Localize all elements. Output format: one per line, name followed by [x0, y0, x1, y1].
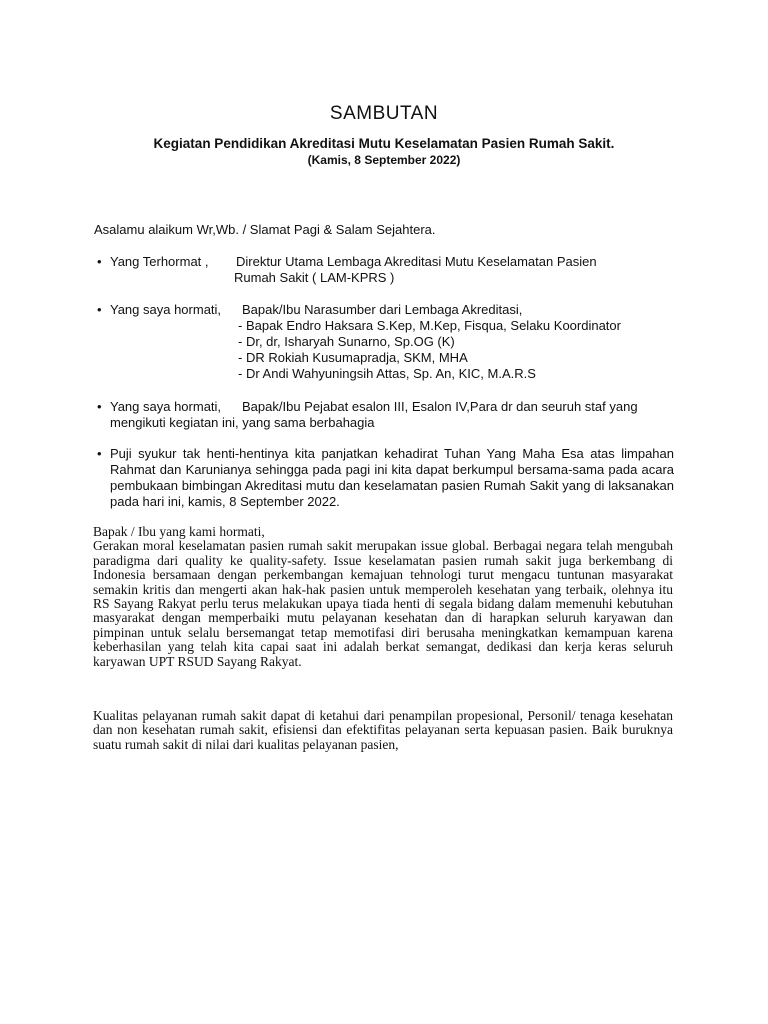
document-subtitle: Kegiatan Pendidikan Akreditasi Mutu Keselamatan Pasien Rumah Sakit. [153, 136, 615, 151]
bullet-paragraph: Puji syukur tak henti-hentinya kita panjatkan kehadirat Tuhan Yang Maha Esa atas limpahan Rahmat dan Karunianya sehingga pada pagi ini kita dapat berkumpul bersama-sama pada acara pembukaan bimbingan Akreditasi mutu dan keselamatan pasien Rumah Sakit yang di laksanakan pada hari ini, kamis, 8 September 2022. [110, 446, 674, 509]
bullet-text-line: Rumah Sakit ( LAM-KPRS ) [234, 270, 395, 285]
bullet-label: Yang Terhormat , [110, 254, 209, 269]
bullet-item-terhormat [0, 254, 768, 286]
bullet-text-line: Bapak/Ibu Pejabat esalon III, Esalon IV,Para dr dan seuruh staf yang [242, 399, 638, 414]
bullet-icon: • [97, 254, 102, 269]
bullet-label: Yang saya hormati, [110, 302, 222, 317]
bullet-icon: • [97, 302, 102, 317]
bullet-icon: • [97, 446, 102, 461]
body-paragraph: Gerakan moral keselamatan pasien rumah sakit merupakan issue global. Berbagai negara telah mengubah paradigma dari quality ke quality-safety. Issue keselamatan pasien rumah sakit juga berkembang di Indonesia bersamaan dengan perkembangan kemajuan tehnologi turut mengacu tuntunan masyarakat semakin kritis dan mengerti akan hak-hak pasien untuk memperoleh kesehatan yang terbaik, olehnya itu RS Sayang Rakyat perlu terus melakukan upaya tiada henti di segala bidang dalam memenuhi kebutuhan masyarakat dengan memperbaiki mutu pelayanan kesehatan dan di harapkan seluruh karyawan dan pimpinan untuk selalu bersemangat tetap memotifasi diri berusaha meningkatkan kemampuan karena keberhasilan yang telah kita capai saat ini adalah berkat semangat, dedikasi dan kerja keras seluruh karyawan UPT RSUD Sayang Rakyat. [93, 538, 673, 669]
body-paragraph: Kualitas pelayanan rumah sakit dapat di ketahui dari penampilan propesional, Personil/ tenaga kesehatan dan non kesehatan rumah sakit, efisiensi dan efektifitas pelayanan serta kepuasan pasien. Baik buruknya suatu rumah sakit di nilai dari kualitas pelayanan pasien, [93, 708, 673, 752]
bullet-text-line: mengikuti kegiatan ini, yang sama berbahagia [110, 415, 375, 430]
bullet-text-line: - DR Rokiah Kusumapradja, SKM, MHA [238, 350, 468, 365]
bullet-text-line: - Dr, dr, Isharyah Sunarno, Sp.OG (K) [238, 334, 455, 349]
bullet-icon: • [97, 399, 102, 414]
body-section-2 [93, 709, 673, 752]
bullet-label: Yang saya hormati, [110, 399, 222, 414]
greeting-line: Asalamu alaikum Wr,Wb. / Slamat Pagi & Salam Sejahtera. [94, 222, 436, 237]
bullet-text-line: Bapak/Ibu Narasumber dari Lembaga Akreditasi, [242, 302, 523, 317]
body-salutation: Bapak / Ibu yang kami hormati, [93, 524, 265, 539]
bullet-text-line: - Dr Andi Wahyuningsih Attas, Sp. An, KIC, M.A.R.S [238, 366, 536, 381]
bullet-text-line: - Bapak Endro Haksara S.Kep, M.Kep, Fisqua, Selaku Koordinator [238, 318, 621, 333]
document-title: SAMBUTAN [329, 103, 439, 124]
bullet-text-line: Direktur Utama Lembaga Akreditasi Mutu Keselamatan Pasien [236, 254, 597, 269]
document-date: (Kamis, 8 September 2022) [307, 153, 461, 167]
body-section-1 [93, 525, 673, 669]
